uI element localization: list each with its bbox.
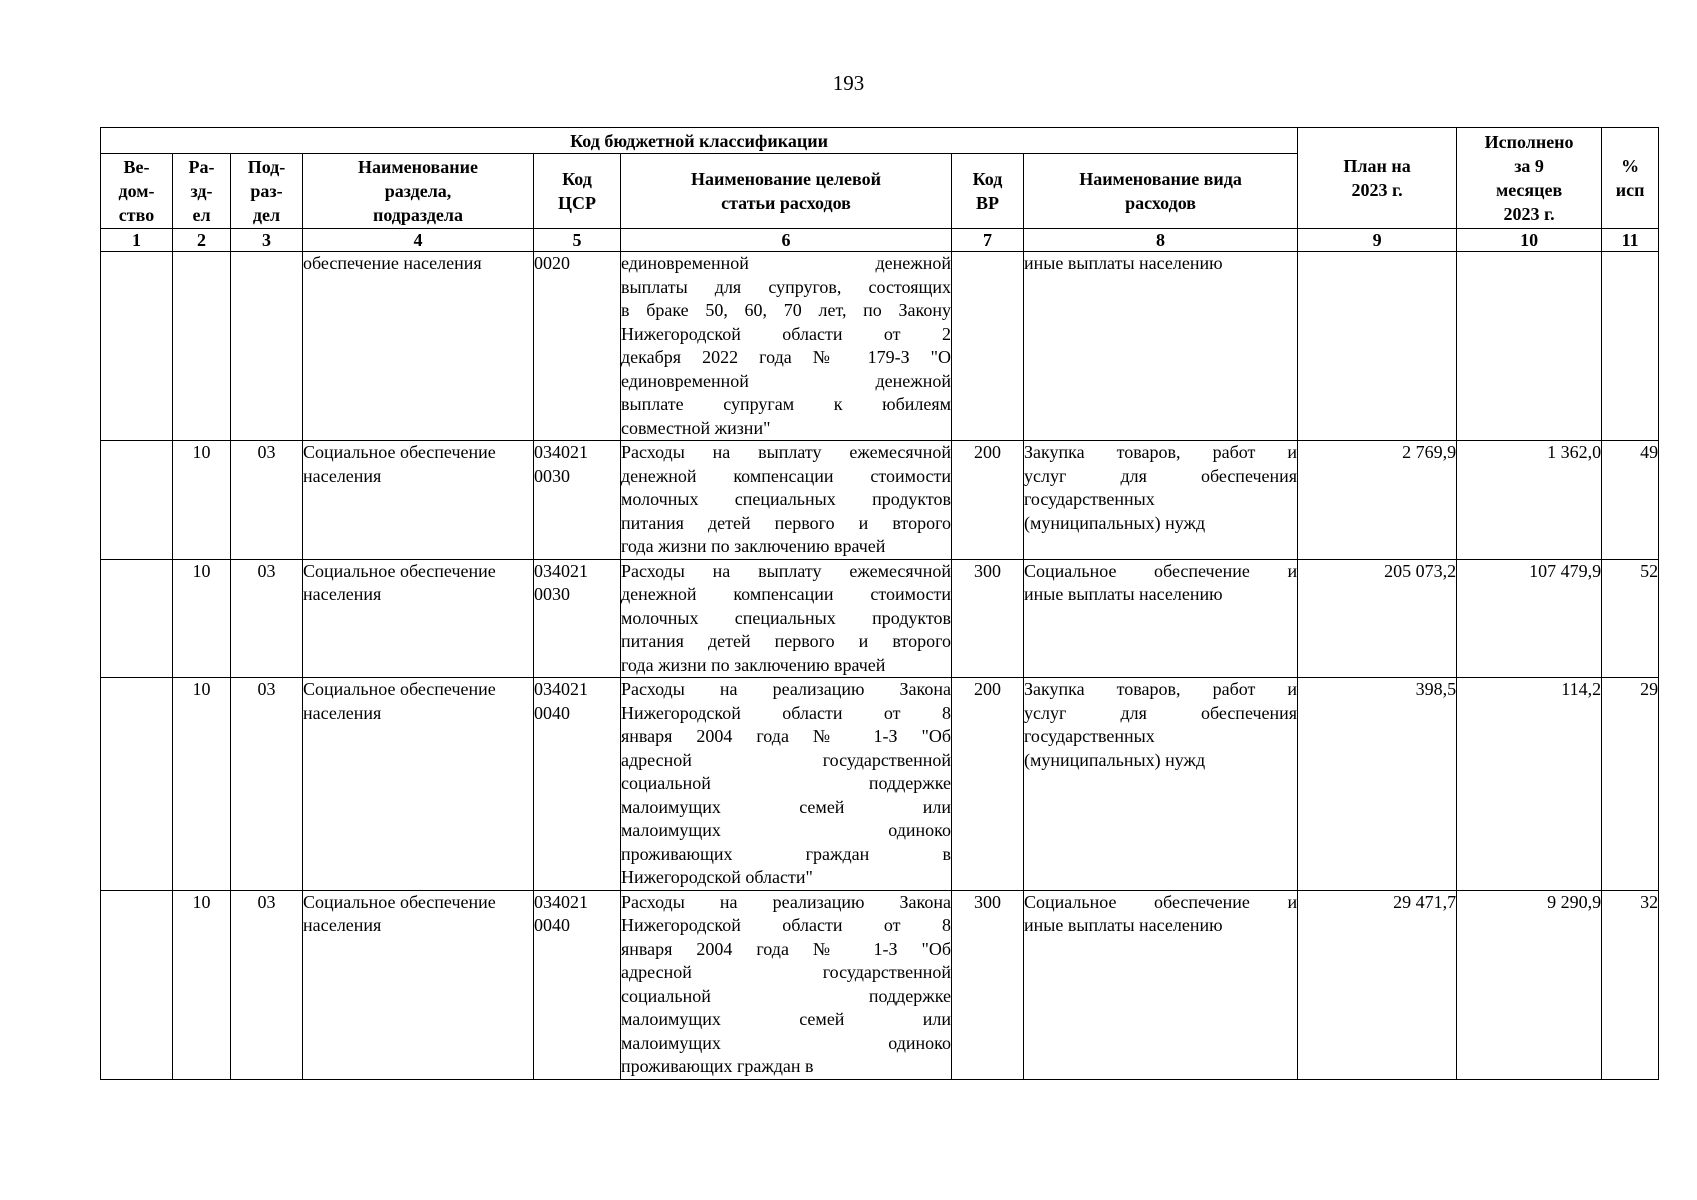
column-number: 10 xyxy=(1457,229,1602,252)
expense-type-cell-line: Закупка товаров, работ и xyxy=(1024,442,1298,462)
classification-group-header: Код бюджетной классификации xyxy=(101,128,1298,154)
razdel-cell: 10 xyxy=(173,678,231,891)
item-name-cell-line: питания детей первого и второго xyxy=(621,631,951,651)
column-number-row xyxy=(101,229,1659,252)
expense-type-cell-line: услуг для обеспечения xyxy=(1024,465,1298,486)
csr-cell xyxy=(534,252,621,441)
expense-type-cell-line: (муниципальных) нужд xyxy=(1024,749,1206,770)
item-name-cell-line: выплате супругам к юбилеям xyxy=(621,394,951,414)
done-cell: 107 479,9 xyxy=(1457,559,1602,678)
item-name-cell-line: Расходы на реализацию Закона xyxy=(621,679,951,699)
item-name-cell-line: проживающих граждан в xyxy=(621,843,951,864)
razdel-cell: 10 xyxy=(173,559,231,678)
item-name-cell-line: в браке 50, 60, 70 лет, по Закону xyxy=(621,300,951,320)
item-name-cell xyxy=(621,252,952,441)
csr-cell-line: 0040 xyxy=(534,915,570,935)
item-name-cell-line: питания детей первого и второго xyxy=(621,512,951,533)
plan-cell: 29 471,7 xyxy=(1298,890,1457,1079)
csr-cell-line: 034021 xyxy=(534,560,588,581)
item-name-cell-line: Расходы на выплату ежемесячной xyxy=(621,442,951,462)
expense-type-cell xyxy=(1024,252,1298,441)
percent-cell: 49 xyxy=(1602,441,1659,560)
column-number: 8 xyxy=(1024,229,1298,252)
csr-cell xyxy=(534,890,621,1079)
csr-cell-line: 034021 xyxy=(534,442,588,462)
item-name-cell-line: малоимущих одиноко xyxy=(621,820,951,840)
header-percent: % исп xyxy=(1602,128,1659,229)
csr-cell xyxy=(534,559,621,678)
item-name-cell-line: января 2004 года № 1-З "Об xyxy=(621,938,951,959)
percent-cell: 29 xyxy=(1602,678,1659,891)
header-plan: План на 2023 г. xyxy=(1298,128,1457,229)
expense-type-cell xyxy=(1024,559,1298,678)
item-name-cell-line: малоимущих одиноко xyxy=(621,1032,951,1053)
item-name-cell-line: малоимущих семей или xyxy=(621,1009,951,1029)
item-name-cell-line: года жизни по заключению врачей xyxy=(621,536,886,556)
expense-type-cell-line: иные выплаты населению xyxy=(1024,915,1223,935)
header-podrazdel: Под- раз- дел xyxy=(231,154,303,229)
item-name-cell-line: социальной поддержке xyxy=(621,773,951,793)
page-number: 193 xyxy=(832,71,865,95)
csr-cell-line: 0020 xyxy=(534,253,570,273)
vedomstvo-cell xyxy=(101,441,173,560)
item-name-cell-line: января 2004 года № 1-З "Об xyxy=(621,726,951,746)
percent-cell xyxy=(1602,252,1659,441)
razdel-cell: 10 xyxy=(173,441,231,560)
csr-cell-line: 0030 xyxy=(534,584,570,604)
item-name-cell xyxy=(621,441,952,560)
header-done: Исполнено за 9 месяцев 2023 г. xyxy=(1457,128,1602,229)
item-name-cell-line: адресной государственной xyxy=(621,962,951,982)
item-name-cell xyxy=(621,559,952,678)
plan-cell: 2 769,9 xyxy=(1298,441,1457,560)
csr-cell xyxy=(534,441,621,560)
header-razdel: Ра- зд- ел xyxy=(173,154,231,229)
item-name-cell-line: денежной компенсации стоимости xyxy=(621,584,951,604)
table-body xyxy=(101,252,1659,1080)
item-name-cell-line: Расходы на реализацию Закона xyxy=(621,891,951,912)
table-row xyxy=(101,252,1659,441)
section-name-cell: обеспечение населения xyxy=(303,252,534,441)
vr-cell xyxy=(952,252,1024,441)
csr-cell-line: 0030 xyxy=(534,465,570,486)
column-number: 7 xyxy=(952,229,1024,252)
done-cell: 1 362,0 xyxy=(1457,441,1602,560)
expense-type-cell-line: иные выплаты населению xyxy=(1024,584,1223,604)
section-name-cell: Социальное обеспечение населения xyxy=(303,678,534,891)
expense-type-cell-line: Социальное обеспечение и xyxy=(1024,560,1298,581)
expense-type-cell xyxy=(1024,890,1298,1079)
percent-cell: 32 xyxy=(1602,890,1659,1079)
razdel-cell xyxy=(173,252,231,441)
vedomstvo-cell xyxy=(101,252,173,441)
column-number: 2 xyxy=(173,229,231,252)
header-vr: Код ВР xyxy=(952,154,1024,229)
budget-table xyxy=(100,127,1659,1080)
podrazdel-cell xyxy=(231,252,303,441)
done-cell: 9 290,9 xyxy=(1457,890,1602,1079)
item-name-cell-line: Нижегородской области" xyxy=(621,867,813,887)
item-name-cell xyxy=(621,678,952,891)
column-number: 11 xyxy=(1602,229,1659,252)
table-row xyxy=(101,559,1659,678)
item-name-cell-line: Нижегородской области от 8 xyxy=(621,702,951,723)
item-name-cell-line: адресной государственной xyxy=(621,749,951,770)
vr-cell: 200 xyxy=(952,678,1024,891)
item-name-cell-line: молочных специальных продуктов xyxy=(621,489,951,509)
expense-type-cell-line: Закупка товаров, работ и xyxy=(1024,679,1298,699)
table-row xyxy=(101,678,1659,891)
expense-type-cell-line: государственных xyxy=(1024,489,1155,509)
csr-cell-line: 034021 xyxy=(534,891,588,912)
item-name-cell-line: молочных специальных продуктов xyxy=(621,607,951,628)
podrazdel-cell: 03 xyxy=(231,890,303,1079)
vr-cell: 200 xyxy=(952,441,1024,560)
item-name-cell-line: социальной поддержке xyxy=(621,985,951,1006)
item-name-cell-line: совместной жизни" xyxy=(621,417,771,438)
expense-type-cell-line: Социальное обеспечение и xyxy=(1024,891,1298,912)
vr-cell: 300 xyxy=(952,559,1024,678)
column-number: 4 xyxy=(303,229,534,252)
item-name-cell-line: выплаты для супругов, состоящих xyxy=(621,276,951,297)
column-number: 5 xyxy=(534,229,621,252)
section-name-cell: Социальное обеспечение населения xyxy=(303,559,534,678)
vr-cell: 300 xyxy=(952,890,1024,1079)
csr-cell xyxy=(534,678,621,891)
item-name-cell-line: декабря 2022 года № 179-З "О xyxy=(621,347,951,367)
item-name-cell-line: Нижегородской области от 2 xyxy=(621,323,951,344)
header-vedomstvo: Ве- дом- ство xyxy=(101,154,173,229)
table-row xyxy=(101,441,1659,560)
expense-type-cell xyxy=(1024,441,1298,560)
expense-type-cell-line: (муниципальных) нужд xyxy=(1024,512,1206,533)
header-section-name: Наименование раздела, подраздела xyxy=(303,154,534,229)
column-number: 6 xyxy=(621,229,952,252)
vedomstvo-cell xyxy=(101,559,173,678)
section-name-cell: Социальное обеспечение населения xyxy=(303,890,534,1079)
podrazdel-cell: 03 xyxy=(231,678,303,891)
csr-cell-line: 034021 xyxy=(534,679,588,699)
column-number: 9 xyxy=(1298,229,1457,252)
done-cell: 114,2 xyxy=(1457,678,1602,891)
expense-type-cell xyxy=(1024,678,1298,891)
item-name-cell-line: единовременной денежной xyxy=(621,370,951,391)
header-item-name: Наименование целевой статьи расходов xyxy=(621,154,952,229)
plan-cell: 205 073,2 xyxy=(1298,559,1457,678)
csr-cell-line: 0040 xyxy=(534,702,570,723)
table-row xyxy=(101,890,1659,1079)
item-name-cell-line: единовременной денежной xyxy=(621,253,951,273)
podrazdel-cell: 03 xyxy=(231,559,303,678)
percent-cell: 52 xyxy=(1602,559,1659,678)
section-name-cell: Социальное обеспечение населения xyxy=(303,441,534,560)
item-name-cell-line: малоимущих семей или xyxy=(621,796,951,817)
header-expense-type: Наименование вида расходов xyxy=(1024,154,1298,229)
vedomstvo-cell xyxy=(101,890,173,1079)
done-cell xyxy=(1457,252,1602,441)
expense-type-cell-line: услуг для обеспечения xyxy=(1024,702,1298,723)
item-name-cell-line: Расходы на выплату ежемесячной xyxy=(621,560,951,581)
plan-cell: 398,5 xyxy=(1298,678,1457,891)
podrazdel-cell: 03 xyxy=(231,441,303,560)
column-number: 3 xyxy=(231,229,303,252)
plan-cell xyxy=(1298,252,1457,441)
item-name-cell-line: года жизни по заключению врачей xyxy=(621,654,886,675)
item-name-cell-line: проживающих граждан в xyxy=(621,1056,814,1076)
item-name-cell-line: денежной компенсации стоимости xyxy=(621,465,951,486)
razdel-cell: 10 xyxy=(173,890,231,1079)
vedomstvo-cell xyxy=(101,678,173,891)
item-name-cell xyxy=(621,890,952,1079)
expense-type-cell-line: государственных xyxy=(1024,726,1155,746)
header-csr: Код ЦСР xyxy=(534,154,621,229)
item-name-cell-line: Нижегородской области от 8 xyxy=(621,915,951,935)
expense-type-cell-line: иные выплаты населению xyxy=(1024,253,1223,273)
column-number: 1 xyxy=(101,229,173,252)
